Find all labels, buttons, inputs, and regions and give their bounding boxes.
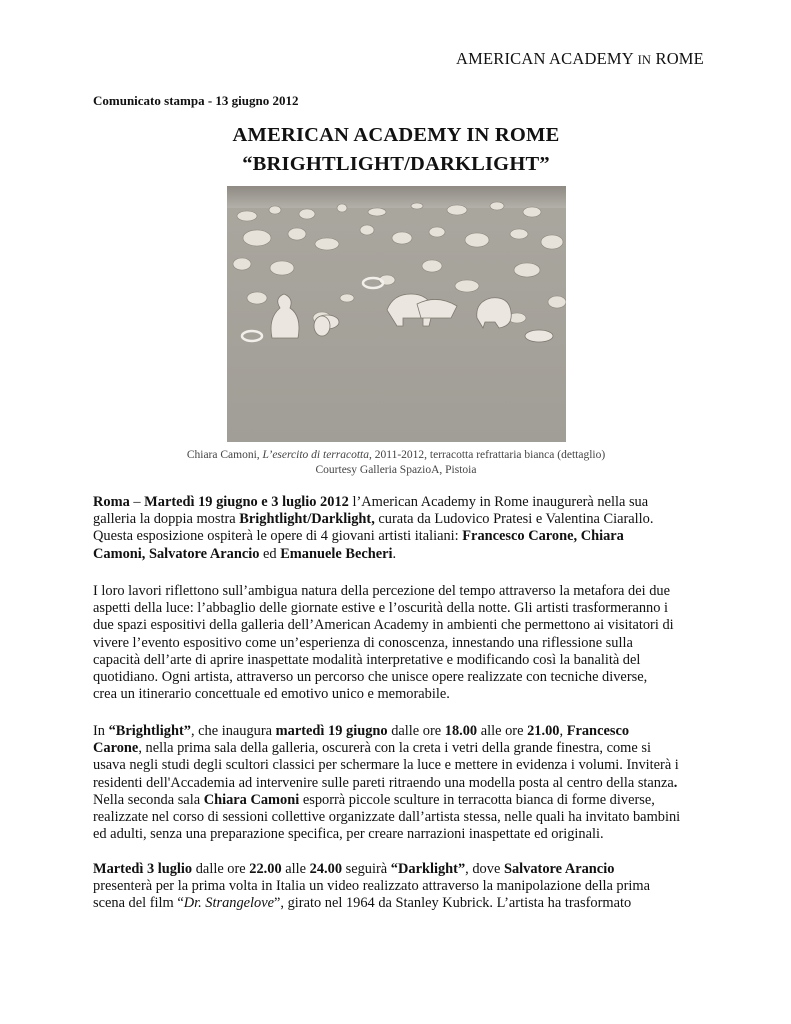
title-line-2: “BRIGHTLIGHT/DARKLIGHT” bbox=[242, 153, 550, 175]
bold-text-run: Emanuele Becheri bbox=[280, 545, 393, 562]
text-line bbox=[93, 669, 733, 686]
press-release-dateline: Comunicato stampa - 13 giugno 2012 bbox=[93, 93, 299, 108]
text-line bbox=[93, 740, 733, 757]
bold-text-run: Chiara Camoni bbox=[203, 791, 300, 808]
bold-text-run: Salvatore Arancio bbox=[503, 861, 615, 877]
text-run: seguirà bbox=[342, 861, 391, 877]
bold-text-run: 18.00 bbox=[444, 723, 478, 739]
text-run: In bbox=[93, 723, 109, 739]
logo-text-in: IN bbox=[637, 53, 652, 67]
caption-author: Chiara Camoni, bbox=[186, 449, 263, 461]
caption-work-title: L’esercito di terracotta bbox=[262, 449, 369, 461]
bold-text-run: Roma bbox=[93, 494, 130, 510]
text-run: crea un itinerario concettuale ed emotivo unico e memorabile. bbox=[93, 686, 450, 703]
text-run: quotidiano. Ogni artista, attraverso un percorso che unisce opere realizzate con tecniche diverse, bbox=[93, 668, 648, 685]
text-run: curata da Ludovico Pratesi e Valentina Ciarallo. bbox=[374, 511, 654, 528]
text-run: . bbox=[392, 545, 397, 562]
text-line bbox=[93, 826, 733, 843]
text-run: due spazi espositivi della galleria dell’American Academy in ambienti che permettono ai visitatori di bbox=[93, 617, 674, 634]
text-run: scena del film “ bbox=[93, 895, 184, 912]
bold-text-run: “Darklight” bbox=[390, 861, 466, 877]
text-run: , dove bbox=[465, 861, 504, 877]
text-line bbox=[93, 723, 733, 740]
bold-text-run: 24.00 bbox=[309, 861, 343, 877]
bold-text-run: . bbox=[673, 774, 678, 791]
bold-text-run: Martedì 3 luglio bbox=[93, 861, 193, 877]
paragraph-darklight bbox=[93, 861, 733, 913]
paragraph-intro bbox=[93, 494, 733, 563]
text-run: – bbox=[129, 494, 145, 510]
logo-text-rome: ROME bbox=[655, 49, 704, 68]
text-line bbox=[93, 494, 733, 511]
text-run: capacità dell’arte di aprire inaspettate modalità interpretative e modificando così la banalità del bbox=[93, 651, 641, 668]
text-run: alle bbox=[281, 861, 310, 877]
text-run: , bbox=[559, 723, 567, 739]
academy-logo bbox=[456, 49, 704, 69]
text-line bbox=[93, 757, 733, 774]
bold-text-run: Martedì 19 giugno e 3 luglio 2012 bbox=[144, 494, 349, 510]
bold-text-run: Francesco Carone, Chiara bbox=[462, 528, 624, 545]
text-run: usava negli studi degli scultori classici per schermare la luce e mettere in evidenza i volumi. Inviterà i bbox=[93, 757, 679, 774]
text-line bbox=[93, 546, 733, 563]
exhibition-photo bbox=[227, 186, 566, 442]
terracotta-sculptures-photo bbox=[227, 186, 566, 442]
text-run: realizzate nel corso di sessioni collettive organizzate dall’artista stessa, nelle quali ha invitato bambini bbox=[93, 808, 681, 825]
bold-text-run: Francesco bbox=[566, 723, 630, 739]
bold-text-run: 22.00 bbox=[249, 861, 282, 877]
photo-courtesy: Courtesy Galleria SpazioA, Pistoia bbox=[315, 464, 477, 476]
text-line bbox=[93, 775, 733, 792]
text-line bbox=[93, 895, 733, 912]
text-line bbox=[93, 511, 733, 528]
text-run: esporrà piccole sculture in terracotta bianca di forme diverse, bbox=[299, 791, 655, 808]
text-line bbox=[93, 652, 733, 669]
bold-text-run: Camoni, Salvatore Arancio bbox=[93, 545, 260, 562]
text-line bbox=[93, 528, 733, 545]
bold-text-run: “Brightlight” bbox=[108, 723, 191, 739]
text-run: Questa esposizione ospiterà le opere di 4 giovani artisti italiani: bbox=[93, 528, 463, 545]
paragraph-brightlight bbox=[93, 723, 733, 843]
text-run: dalle ore bbox=[387, 723, 445, 739]
text-run: presenterà per la prima volta in Italia un video realizzato attraverso la manipolazione della prima bbox=[93, 878, 650, 895]
text-run: aspetti della luce: l’abbaglio delle giornate estive e l’oscurità della notte. Gli artisti trasformeranno i bbox=[93, 600, 669, 617]
text-line bbox=[93, 861, 733, 878]
paragraph-description bbox=[93, 583, 733, 703]
text-run: dalle ore bbox=[192, 861, 250, 877]
text-line bbox=[93, 792, 733, 809]
text-run: ed adulti, senza una preparazione specifica, per creare narrazioni inaspettate ed originali. bbox=[93, 826, 604, 843]
text-run: galleria la doppia mostra bbox=[93, 511, 240, 528]
photo-caption bbox=[93, 449, 699, 461]
text-line bbox=[93, 809, 733, 826]
bold-text-run: Carone bbox=[93, 740, 139, 757]
text-run: ed bbox=[259, 545, 281, 562]
caption-details: , 2011-2012, terracotta refrattaria bianca (dettaglio) bbox=[369, 449, 606, 461]
text-run: ”, girato nel 1964 da Stanley Kubrick. L’artista ha trasformato bbox=[274, 895, 632, 912]
text-run: , nella prima sala della galleria, oscurerà con la creta i vetri della grande finestra, come si bbox=[138, 740, 651, 757]
italic-text-run: Dr. Strangelove bbox=[183, 895, 275, 912]
text-run: l’American Academy in Rome inaugurerà nella sua bbox=[348, 494, 649, 510]
title-line-1: AMERICAN ACADEMY IN ROME bbox=[232, 124, 560, 146]
text-line bbox=[93, 635, 733, 652]
text-run: , che inaugura bbox=[190, 723, 276, 739]
text-run: residenti dell'Accademia ad intervenire sulle pareti ritraendo una modella posta al centro della stanza bbox=[93, 774, 674, 791]
logo-text-american-academy: AMERICAN ACADEMY bbox=[456, 49, 634, 68]
text-line bbox=[93, 686, 733, 703]
text-run: I loro lavori riflettono sull’ambigua natura della percezione del tempo attraverso la metafora dei due bbox=[93, 583, 670, 599]
text-run: Nella seconda sala bbox=[93, 791, 204, 808]
text-line bbox=[93, 600, 733, 617]
text-line bbox=[93, 878, 733, 895]
text-run: vivere l’evento espositivo come un’esperienza di conoscenza, innestando una riflessione sulla bbox=[93, 634, 633, 651]
text-line bbox=[93, 617, 733, 634]
bold-text-run: Brightlight/Darklight, bbox=[239, 511, 375, 528]
bold-text-run: 21.00 bbox=[527, 723, 560, 739]
text-line bbox=[93, 583, 733, 600]
text-run: alle ore bbox=[477, 723, 528, 739]
bold-text-run: martedì 19 giugno bbox=[275, 723, 388, 739]
